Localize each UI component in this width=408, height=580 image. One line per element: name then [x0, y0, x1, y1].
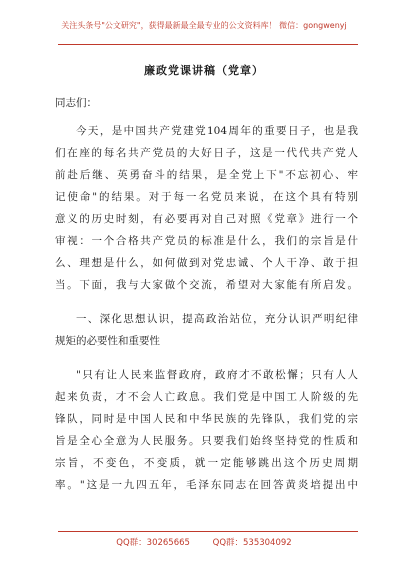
paragraph-line: 锋队，同时是中国人民和中华民族的先锋队，我们党的宗	[55, 413, 358, 425]
promo-header: 关注头条号"公文研究"，获得最新最全最专业的公文资料库！ 微信：gongwenyj	[61, 21, 347, 30]
section-heading-line: 一、深化思想认识，提高政治站位，充分认识严明纪律	[76, 313, 358, 325]
paragraph-line: 率。"这是一九四五年，毛泽东同志在回答黄炎培提出中	[55, 479, 358, 491]
paragraph-line: 意义的历史时刻，有必要再对自己对照《党章》进行一个	[55, 213, 358, 225]
footer-divider	[58, 531, 358, 532]
paragraph-line: "只有让人民来监督政府，政府才不敢松懈；只有人人	[76, 369, 358, 381]
header-divider	[58, 44, 358, 45]
section-heading-1	[55, 308, 358, 352]
section-heading-line: 规矩的必要性和重要性	[55, 335, 160, 347]
contact-footer	[0, 536, 408, 548]
paragraph-1	[55, 120, 358, 296]
qq-group-2: QQ群：535304092	[212, 538, 292, 548]
spacer	[55, 352, 358, 364]
paragraph-line: 旨是全心全意为人民服务。只要我们始终坚持党的性质和	[55, 435, 358, 447]
paragraph-line: 宗旨，不变色，不变质，就一定能够跳出这个历史周期	[55, 457, 358, 469]
paragraph-line: 当。下面，我与大家做个交流，希望对大家能有所启发。	[55, 279, 358, 291]
spacer	[55, 296, 358, 308]
qq-group-1: QQ群：30265665	[116, 538, 190, 548]
document-title: 廉政党课讲稿（党章）	[144, 64, 264, 77]
paragraph-line: 起来负责，才不会人亡政息。我们党是中国工人阶级的先	[55, 391, 358, 403]
paragraph-line: 前赴后继、英勇奋斗的结果，是全党上下"不忘初心、牢	[55, 169, 358, 181]
paragraph-line: 么、理想是什么，如何做到对党忠诚、个人干净、敢于担	[55, 257, 358, 269]
paragraph-line: 今天，是中国共产党建党104周年的重要日子，也是我	[76, 125, 358, 137]
paragraph-line: 审视：一个合格共产党员的标准是什么，我们的宗旨是什	[55, 235, 358, 247]
paragraph-2	[55, 364, 358, 496]
document-body	[55, 92, 358, 496]
paragraph-line: 们在座的每名共产党员的大好日子，这是一代代共产党人	[55, 147, 358, 159]
paragraph-line: 记使命"的结果。对于每一名党员来说，在这个具有特别	[55, 191, 358, 203]
greeting: 同志们：	[55, 97, 97, 109]
